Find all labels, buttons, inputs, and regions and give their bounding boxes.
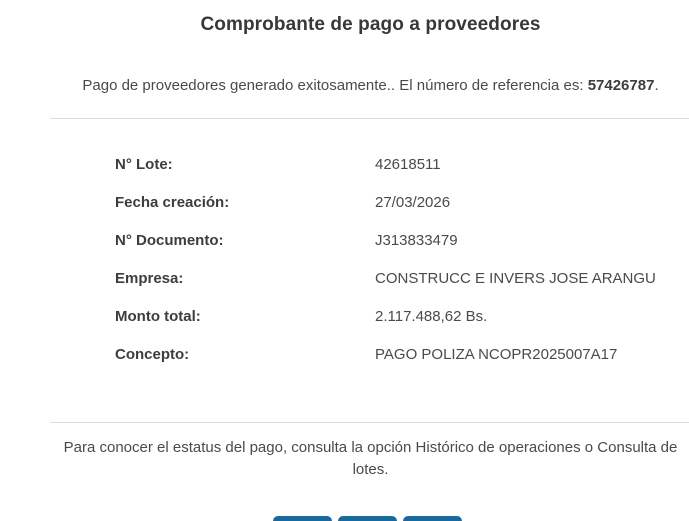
receipt-card (50, 0, 689, 521)
detail-value: PAGO POLIZA NCOPR2025007A17 (375, 345, 618, 363)
detail-value: CONSTRUCC E INVERS JOSE ARANGU (375, 269, 656, 287)
detail-label: Concepto: (115, 345, 190, 363)
detail-row-lote (50, 145, 689, 183)
bottom-divider (50, 422, 689, 423)
detail-label: N° Lote: (115, 155, 173, 173)
page-title: Comprobante de pago a proveedores (200, 14, 541, 35)
detail-row-empresa (50, 259, 689, 297)
action-bar (273, 516, 462, 521)
detail-value: 2.117.488,62 Bs. (375, 307, 488, 325)
detail-value: 27/03/2026 (375, 193, 451, 211)
top-divider (50, 118, 689, 119)
detail-row-monto-total (50, 297, 689, 335)
status-help-note: Para conocer el estatus del pago, consulta la opción Histórico de operaciones o Consulta de lotes. (63, 439, 678, 478)
action-button-3[interactable] (403, 516, 462, 521)
action-button-1[interactable] (273, 516, 332, 521)
details-list (50, 145, 689, 373)
confirmation-message-suffix: . (654, 77, 659, 94)
detail-label: N° Documento: (115, 231, 224, 249)
confirmation-message (50, 77, 689, 94)
detail-row-fecha-creacion (50, 183, 689, 221)
reference-number: 57426787 (587, 77, 655, 94)
detail-label: Fecha creación: (115, 193, 230, 211)
action-button-2[interactable] (338, 516, 397, 521)
detail-label: Monto total: (115, 307, 201, 325)
confirmation-message-prefix: Pago de proveedores generado exitosamente.. El número de referencia es: (82, 77, 588, 94)
detail-label: Empresa: (115, 269, 184, 287)
detail-value: 42618511 (375, 155, 441, 173)
detail-row-concepto (50, 335, 689, 373)
detail-value: J313833479 (375, 231, 458, 249)
detail-row-documento (50, 221, 689, 259)
